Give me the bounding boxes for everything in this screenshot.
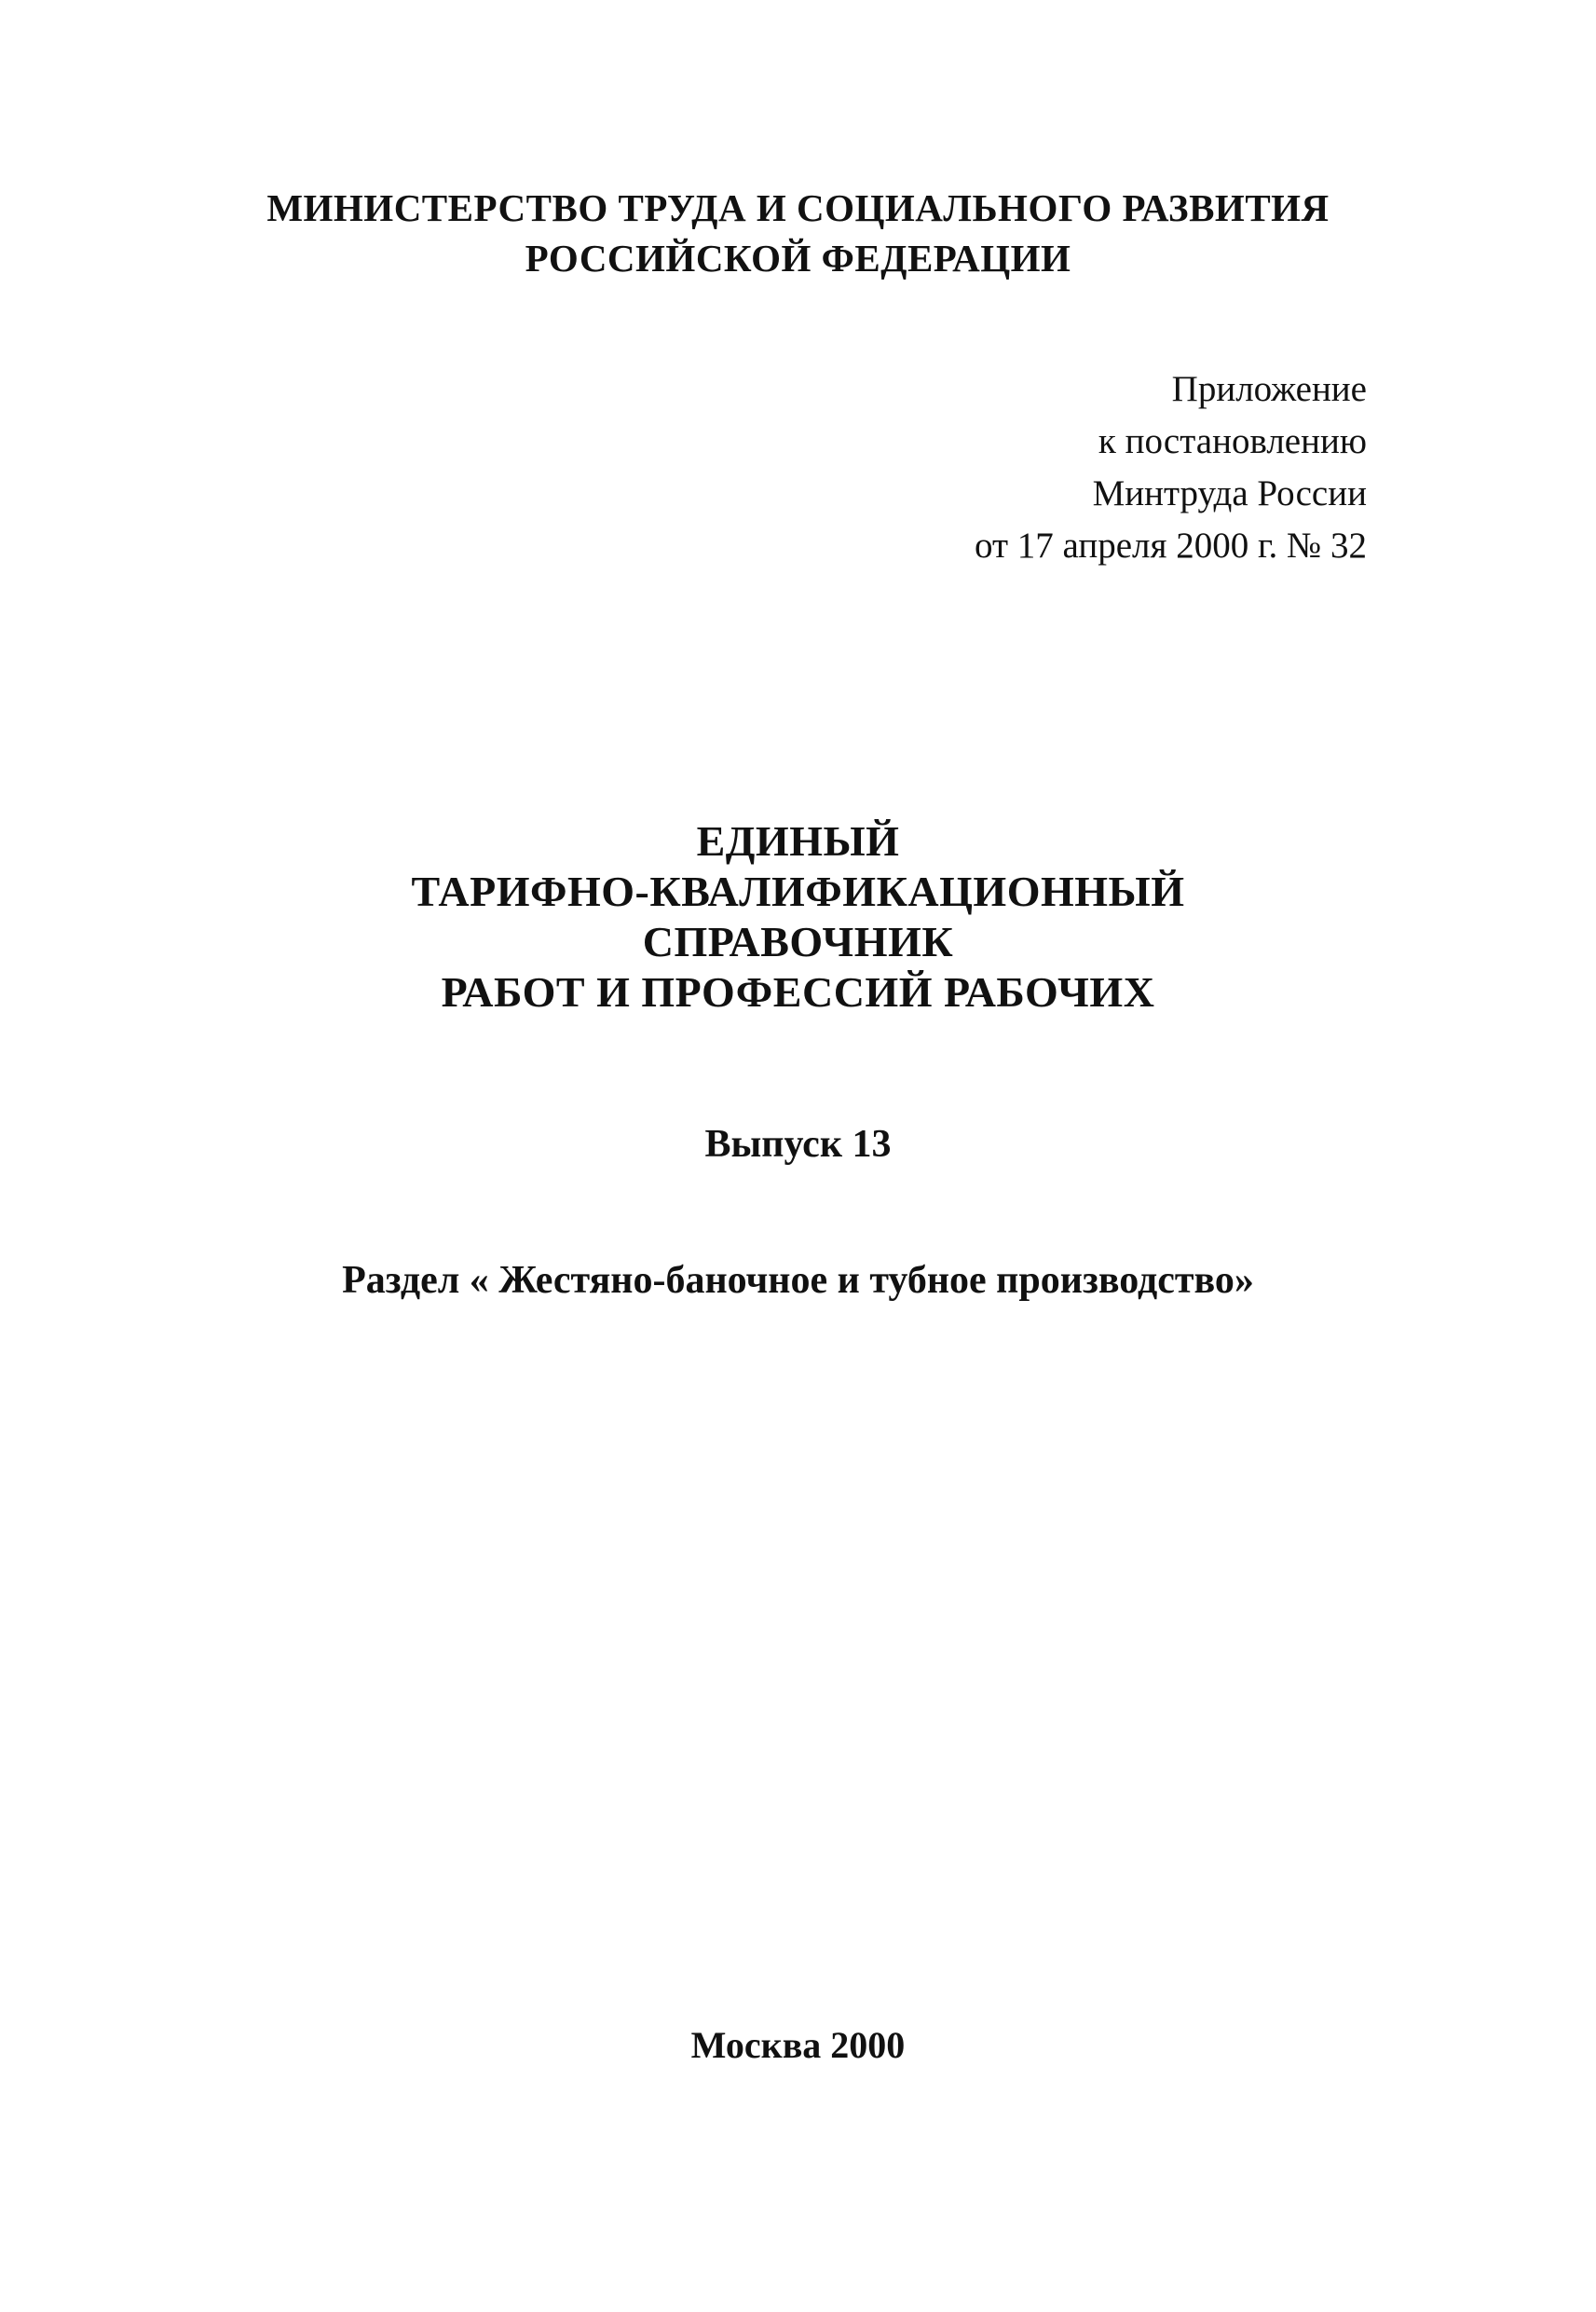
issue-number: Выпуск 13 (704, 1123, 892, 1166)
document-title (0, 816, 1596, 1018)
ministry-line-2: РОССИЙСКОЙ ФЕДЕРАЦИИ (525, 237, 1071, 280)
ministry-line-1: МИНИСТЕРСТВО ТРУДА И СОЦИАЛЬНОГО РАЗВИТИЯ (266, 186, 1330, 229)
appendix-block (975, 363, 1367, 572)
title-line-1: ЕДИНЫЙ (696, 817, 900, 865)
appendix-line-4: от 17 апреля 2000 г. № 32 (975, 526, 1367, 566)
section-title: Раздел « Жестяно-баночное и тубное производство» (342, 1259, 1254, 1302)
title-line-2: ТАРИФНО-КВАЛИФИКАЦИОННЫЙ (411, 868, 1185, 915)
title-line-3: СПРАВОЧНИК (642, 918, 954, 965)
appendix-line-1: Приложение (1171, 369, 1367, 409)
ministry-header (0, 183, 1596, 283)
appendix-line-2: к постановлению (1098, 421, 1367, 461)
publication-city-year: Москва 2000 (690, 2024, 906, 2066)
appendix-line-3: Минтруда России (1092, 473, 1367, 513)
title-line-4: РАБОТ И ПРОФЕССИЙ РАБОЧИХ (441, 968, 1155, 1016)
